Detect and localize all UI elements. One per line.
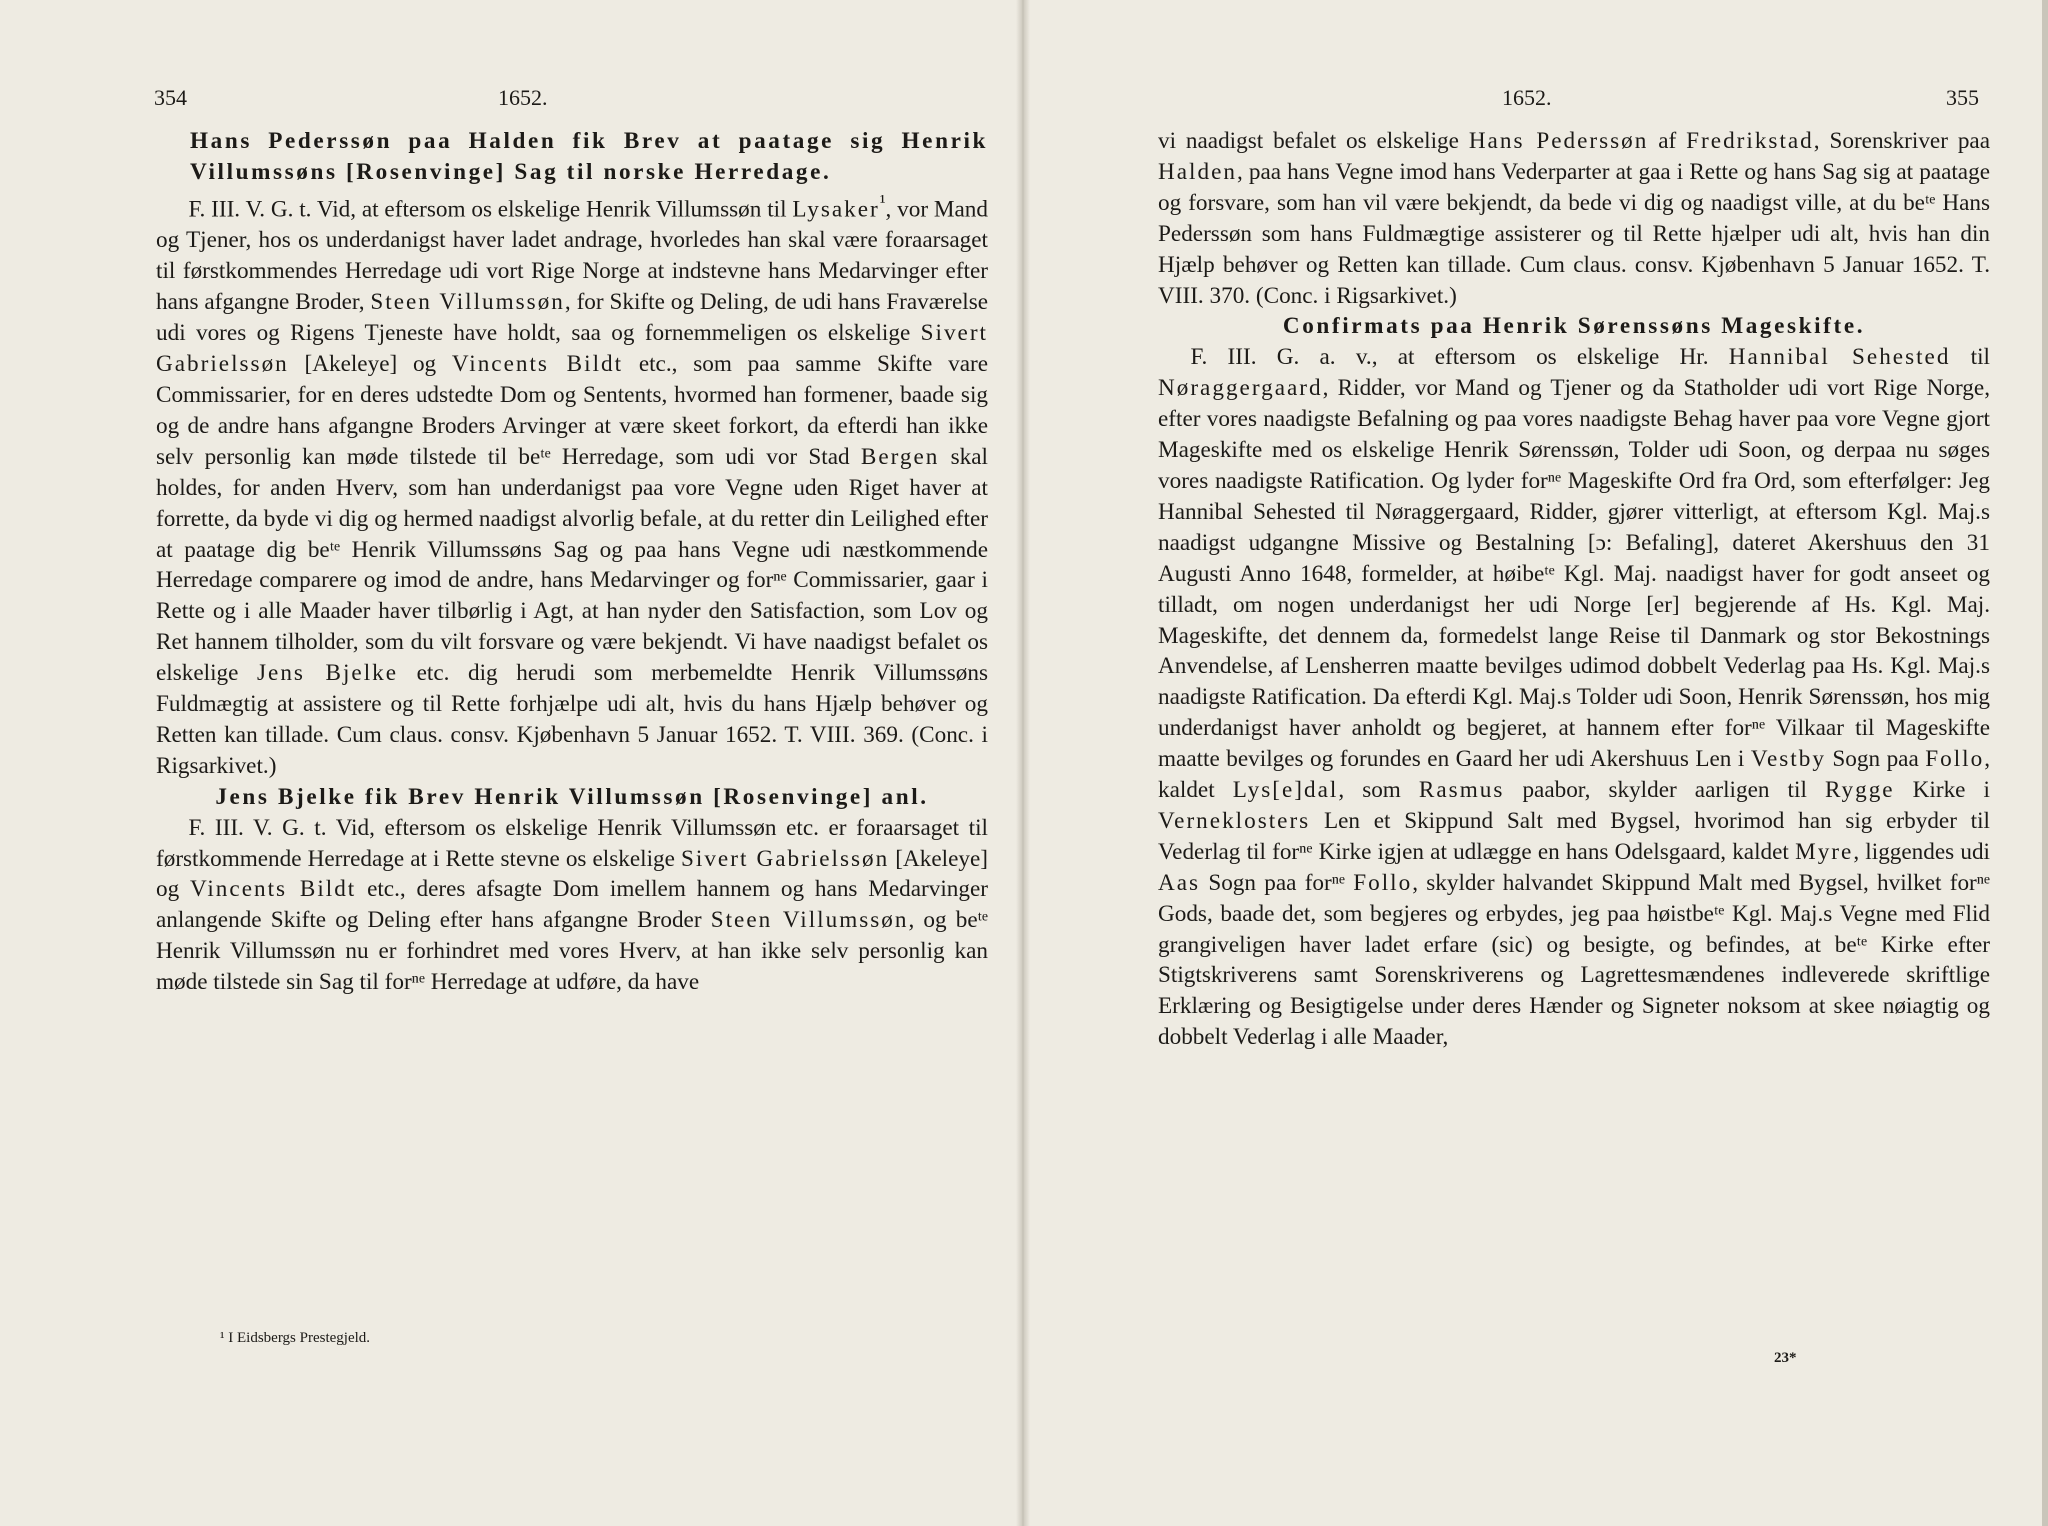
- right-page-number: 355: [1946, 85, 1979, 110]
- left-entry-body-2: F. III. V. G. t. Vid, eftersom os elskelige Henrik Villumssøn etc. er foraarsaget til førstkommende Herredage at i Rette stevne os elskelige Sivert Gabrielssøn [Akeleye] og Vincents Bildt etc., deres afsagte Dom imellem hannem og hans Medarvinger anlangende Skifte og Deling efter hans afgangne Broder Steen Villumssøn, og beᵗᵉ Henrik Villumssøn nu er forhindret med vores Hverv, at han ikke selv personlig kan møde tilstede sin Sag til forⁿᵉ Herredage at udføre, da have: [156, 814, 989, 996]
- place-name: Bergen: [860, 443, 940, 470]
- person-name: Sivert Gabrielssøn: [681, 845, 890, 872]
- right-entry-body-continued: vi naadigst befalet os elskelige Hans Pederssøn af Fredrikstad, Sorenskriver paa Halden, paa hans Vegne imod hans Vederparter at gaa i Rette og hans Sag sig at paatage og forsvare, som han vil være bekjendt, da bede vi dig og naadigst ville, at du beᵗᵉ Hans Pederssøn som hans Fuldmægtige assisterer og til Rette hjælper udi alt, hvis han din Hjælp behøver og Retten kan tillade. Cum claus. consv. Kjøbenhavn 5 Januar 1652. T. VIII. 370. (Conc. i Rigsarkivet.): [1158, 128, 1990, 309]
- left-running-year: 1652.: [498, 85, 548, 110]
- place-name: Follo: [1353, 869, 1413, 896]
- left-entry-title-1: Hans Pederssøn paa Halden fik Brev at paatage sig Henrik Villumssøns [Rosenvinge] Sag til norske Herredage.: [190, 128, 988, 185]
- left-footnote: ¹ I Eidsbergs Prestegjeld.: [220, 1330, 371, 1346]
- right-text-block: [1158, 126, 1990, 1053]
- person-name: Rasmus: [1418, 777, 1505, 804]
- left-entry-title-2: Jens Bjelke fik Brev Henrik Villumssøn [Rosenvinge] anl.: [215, 783, 929, 810]
- signature-mark: 23*: [1774, 1350, 1797, 1366]
- right-entry-body: F. III. G. a. v., at eftersom os elskelige Hr. Hannibal Sehested til Nøraggergaard, Ridder, vor Mand og Tjener og da Statholder udi vort Rige Norge, efter vores naadigste Befalning og paa vores naadigste Behag haver paa vore Vegne gjort Mageskifte med os elskelige Henrik Sørenssøn, Tolder udi Soon, og derpaa nu søges vores naadigste Ratification. Og lyder forⁿᵉ Mageskifte Ord fra Ord, som efterfølger: Jeg Hannibal Sehested til Nøraggergaard, Ridder, gjører vitterligt, at eftersom Kgl. Maj.s naadigst udgangne Missive og Bestalning [ɔ: Befaling], dateret Akershuus den 31 Augusti Anno 1648, formelder, at høibeᵗᵉ Kgl. Maj. naadigst haver for godt anseet og tilladt, om nogen underdanigst her udi Norge [er] begjerende af Hs. Kgl. Maj. Mageskifte, det dennem da, formedelst lange Reise til Danmark og stor Bekostnings Anvendelse, af Lensherren maatte bevilges udimod dobbelt Vederlag paa Hs. Kgl. Maj.s naadigste Ratification. Da efterdi Kgl. Maj.s Tolder udi Soon, Henrik Sørenssøn, hos mig underdanigst haver anholdt og begjeret, at hannem efter forⁿᵉ Vilkaar til Mageskifte maatte bevilges og forundes en Gaard her udi Akershuus Len i Vestby Sogn paa Follo, kaldet Lys[e]dal, som Rasmus paabor, skylder aarligen til Rygge Kirke i Verneklosters Len et Skippund Salt med Bygsel, hvorimod han sig erbyder til Vederlag til forⁿᵉ Kirke igjen at udlægge en hans Odelsgaard, kaldet Myre, liggendes udi Aas Sogn paa forⁿᵉ Follo, skylder halvandet Skippund Malt med Bygsel, hvilket forⁿᵉ Gods, baade det, som begjeres og erbydes, jeg paa høistbeᵗᵉ Kgl. Maj.s Vegne med Flid grangiveligen haver ladet erfare (sic) og besigte, og befindes, at beᵗᵉ Kirke efter Stigtskriverens samt Sorenskriverens og Lagrettesmændenes indleverede skriftlige Erklæring og Besigtigelse under deres Hænder og Signeter noksom at skee nøiagtig og dobbelt Vederlag i alle Maader,: [1158, 344, 1991, 1051]
- right-page: [1024, 0, 2048, 1526]
- place-name: Lys[e]dal: [1232, 777, 1339, 804]
- place-name: Verneklosters: [1158, 807, 1311, 834]
- left-entry-body-1: F. III. V. G. t. Vid, at eftersom os elskelige Henrik Villumssøn til Lysaker$^{^1}$, vor Mand og Tjener, hos os underdanigst haver ladet andrage, hvorledes han skal være foraarsaget til førstkommendes Herredage udi vort Rige Norge at indstevne hans Medarvinger efter hans afgangne Broder, Steen Villumssøn, for Skifte og Deling, de udi hans Fraværelse udi vores og Rigens Tjeneste have holdt, saa og fornemmeligen os elskelige Sivert Gabrielssøn [Akeleye] og Vincents Bildt etc., som paa samme Skifte vare Commissarier, for en deres udstedte Dom og Sentents, hvormed han formener, baade sig og de andre hans afgangne Broders Arvinger at være skeet forkort, da efterdi han ikke selv personlig kan møde tilstede til beᵗᵉ Herredage, som udi vor Stad Bergen skal holdes, for anden Hverv, som han underdanigst paa vore Vegne uden Riget haver at forrette, da byde vi dig og hermed naadigst alvorlig befale, at du retter din Leilighed efter at paatage dig beᵗᵉ Henrik Villumssøns Sag og paa hans Vegne udi næstkommende Herredage comparere og imod de andre, hans Medarvinger og forⁿᵉ Commissarier, gaar i Rette og i alle Maader haver tilbørlig i Agt, at han nyder den Satisfaction, som Lov og Ret hannem tilholder, som du vilt forsvare og være bekjendt. Vi have naadigst befalet os elskelige Jens Bjelke etc. dig herudi som merbemeldte Henrik Villumssøns Fuldmægtig at assistere og til Rette forhjælpe udi alt, hvis du hans Hjælp behøver og Retten kan tillade. Cum claus. consv. Kjøbenhavn 5 Januar 1652. T. VIII. 369. (Conc. i Rigsarkivet.): [156, 191, 989, 779]
- place-name: Vestby: [1750, 746, 1826, 773]
- person-name: Vincents Bildt: [190, 876, 357, 903]
- place-name: Aas: [1158, 869, 1201, 896]
- person-name: Hannibal Sehested: [1728, 344, 1951, 371]
- person-name: Steen Villumssøn: [370, 289, 565, 316]
- place-name: Fredrikstad: [1686, 128, 1814, 154]
- place-name: Myre: [1795, 838, 1854, 865]
- place-name: Rygge: [1824, 777, 1895, 804]
- left-page-number: 354: [154, 85, 187, 110]
- right-running-year: 1652.: [1502, 85, 1552, 110]
- person-name: Hans Pederssøn: [1468, 128, 1649, 154]
- person-name: Sivert Gabrielssøn: [156, 320, 988, 378]
- book-gutter: [1016, 0, 1030, 1526]
- left-page: [0, 0, 1022, 1526]
- person-name: Steen Villumssøn: [710, 907, 909, 934]
- place-name: Follo: [1925, 746, 1985, 773]
- person-name: Jens Bjelke: [257, 660, 399, 687]
- place-name: Nøraggergaard: [1158, 375, 1323, 402]
- page-edge: [2042, 0, 2048, 1526]
- right-entry-title: Confirmats paa Henrik Sørenssøns Mageskifte.: [1282, 313, 1866, 340]
- place-name: Lysaker: [792, 196, 880, 223]
- footnote-marker: ¹: [879, 191, 886, 213]
- left-text-block: [156, 126, 988, 998]
- place-name: Halden: [1158, 158, 1237, 185]
- person-name: Vincents Bildt: [451, 351, 624, 378]
